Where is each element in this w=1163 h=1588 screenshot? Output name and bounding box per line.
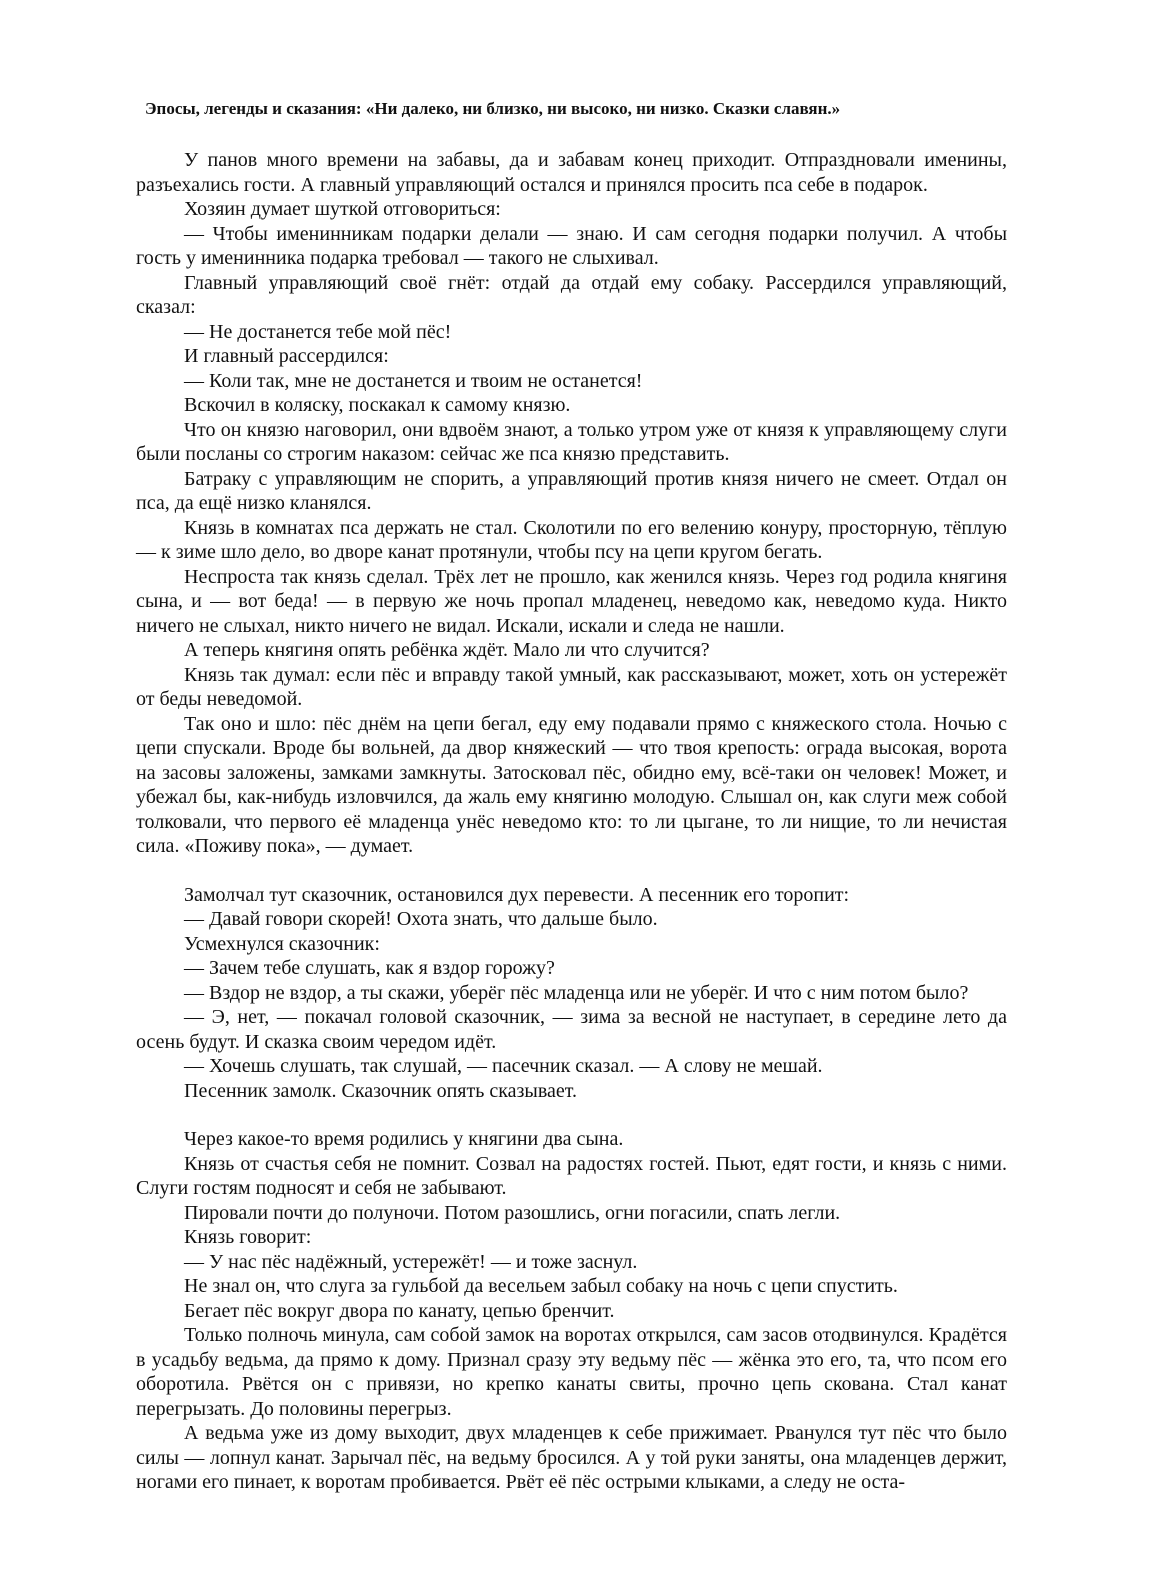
paragraph: — Давай говори скорей! Охота знать, что дальше было. xyxy=(184,908,658,930)
paragraph: — Хочешь слушать, так слушай, — пасечник сказал. — А слову не мешай. xyxy=(184,1055,823,1077)
paragraph: — Чтобы именинникам подарки делали — знаю. И сам сегодня подарки получил. А чтобы гость у именинника подарка требовал — такого не слыхивал. xyxy=(136,222,1007,269)
paragraph: Усмехнулся сказочник: xyxy=(184,932,380,955)
paragraph: Бегает пёс вокруг двора по канату, цепью бренчит. xyxy=(184,1299,615,1322)
paragraph: — Зачем тебе слушать, как я вздор горожу? xyxy=(184,957,555,979)
paragraph: Так оно и шло: пёс днём на цепи бегал, еду ему подавали прямо с княжеского стола. Ночью с цепи спускали. Вроде бы вольней, да двор княжеский — что твоя крепость: ограда высокая, ворота на засовы заложены, замками замкнуты. Затосковал пёс, обидно ему, всё-таки он человек! Может, и убежал бы, как-нибудь изловчился, да жаль ему княгиню молодую. Слышал он, как слуги меж собой толковали, что первого её младенца унёс неведомо кто: то ли цыгане, то ли нищие, то ли нечистая сила. «Поживу пока», — думает. xyxy=(136,712,1007,857)
paragraph: Пировали почти до полуночи. Потом разошлись, огни погасили, спать легли. xyxy=(184,1201,841,1224)
paragraph: Князь так думал: если пёс и вправду такой умный, как рассказывают, может, хоть он устережёт от беды неведомой. xyxy=(136,663,1007,710)
section-break xyxy=(136,859,1007,883)
paragraph: — Не достанется тебе мой пёс! xyxy=(184,320,452,343)
paragraph: И главный рассердился: xyxy=(184,345,389,367)
paragraph: Только полночь минула, сам собой замок на воротах открылся, сам засов отодвинулся. Крадётся в усадьбу ведьма, да прямо к дому. Признал сразу эту ведьму пёс — жёнка это его, та, что псом его оборотила. Рвётся он с привязи, но крепко канаты свиты, прочно цепь скована. Стал канат перегрызать. До половины перегрыз. xyxy=(136,1324,1007,1420)
paragraph: — Вздор не вздор, а ты скажи, уберёг пёс младенца или не уберёг. И что с ним потом было? xyxy=(184,981,969,1004)
paragraph: Вскочил в коляску, поскакал к самому князю. xyxy=(184,394,571,416)
paragraph: Неспроста так князь сделал. Трёх лет не прошло, как женился князь. Через год родила княгиня сына, и — вот беда! — в первую же ночь пропал младенец, неведомо как, неведомо куда. Никто ничего не слыхал, никто ничего не видал. Искали, искали и следа не нашли. xyxy=(136,565,1007,637)
paragraph: Через какое-то время родились у княгини два сына. xyxy=(184,1128,624,1150)
paragraph: Главный управляющий своё гнёт: отдай да отдай ему собаку. Рассердился управляющий, сказал: xyxy=(136,271,1007,318)
paragraph: Батраку с управляющим не спорить, а управляющий против князя ничего не смеет. Отдал он пса, да ещё низко кланялся. xyxy=(136,467,1007,514)
paragraph: Не знал он, что слуга за гульбой да весельем забыл собаку на ночь с цепи спустить. xyxy=(184,1275,898,1297)
paragraph: Князь от счастья себя не помнит. Созвал на радостях гостей. Пьют, едят гости, и князь с ними. Слуги гостям подносят и себя не забывают. xyxy=(136,1152,1007,1199)
paragraph: А ведьма уже из дому выходит, двух младенцев к себе прижимает. Рванулся тут пёс что было силы — лопнул канат. Зарычал пёс, на ведьму бросился. А у той руки заняты, она младенцев держит, ногами его пинает, к воротам пробивается. Рвёт её пёс острыми клыками, а следу не оста- xyxy=(136,1422,1007,1493)
story-text xyxy=(136,148,1007,1495)
paragraph: Что он князю наговорил, они вдвоём знают, а только утром уже от князя к управляющему слуги были посланы со строгим наказом: сейчас же пса князю представить. xyxy=(136,418,1007,465)
paragraph: Песенник замолк. Сказочник опять сказывает. xyxy=(184,1079,578,1102)
section-break xyxy=(136,1103,1007,1127)
paragraph: — Коли так, мне не достанется и твоим не останется! xyxy=(184,369,643,392)
paragraph: — У нас пёс надёжный, устережёт! — и тоже заснул. xyxy=(184,1250,638,1273)
paragraph: У панов много времени на забавы, да и забавам конец приходит. Отпраздновали именины, разъехались гости. А главный управляющий остался и принялся просить пса себе в подарок. xyxy=(136,149,1007,196)
paragraph: Князь в комнатах пса держать не стал. Сколотили по его велению конуру, просторную, тёплую — к зиме шло дело, во дворе канат протянули, чтобы псу на цепи кругом бегать. xyxy=(136,516,1007,563)
paragraph: А теперь княгиня опять ребёнка ждёт. Мало ли что случится? xyxy=(184,639,710,661)
paragraph: Замолчал тут сказочник, остановился дух перевести. А песенник его торопит: xyxy=(184,883,850,906)
paragraph: Князь говорит: xyxy=(184,1226,312,1248)
paragraph: — Э, нет, — покачал головой сказочник, — зима за весной не наступает, в середине лето да осень будут. И сказка своим чередом идёт. xyxy=(136,1006,1007,1053)
page-header: Эпосы, легенды и сказания: «Ни далеко, ни близко, ни высоко, ни низко. Сказки славян.» xyxy=(145,99,841,118)
paragraph: Хозяин думает шуткой отговориться: xyxy=(184,198,501,220)
